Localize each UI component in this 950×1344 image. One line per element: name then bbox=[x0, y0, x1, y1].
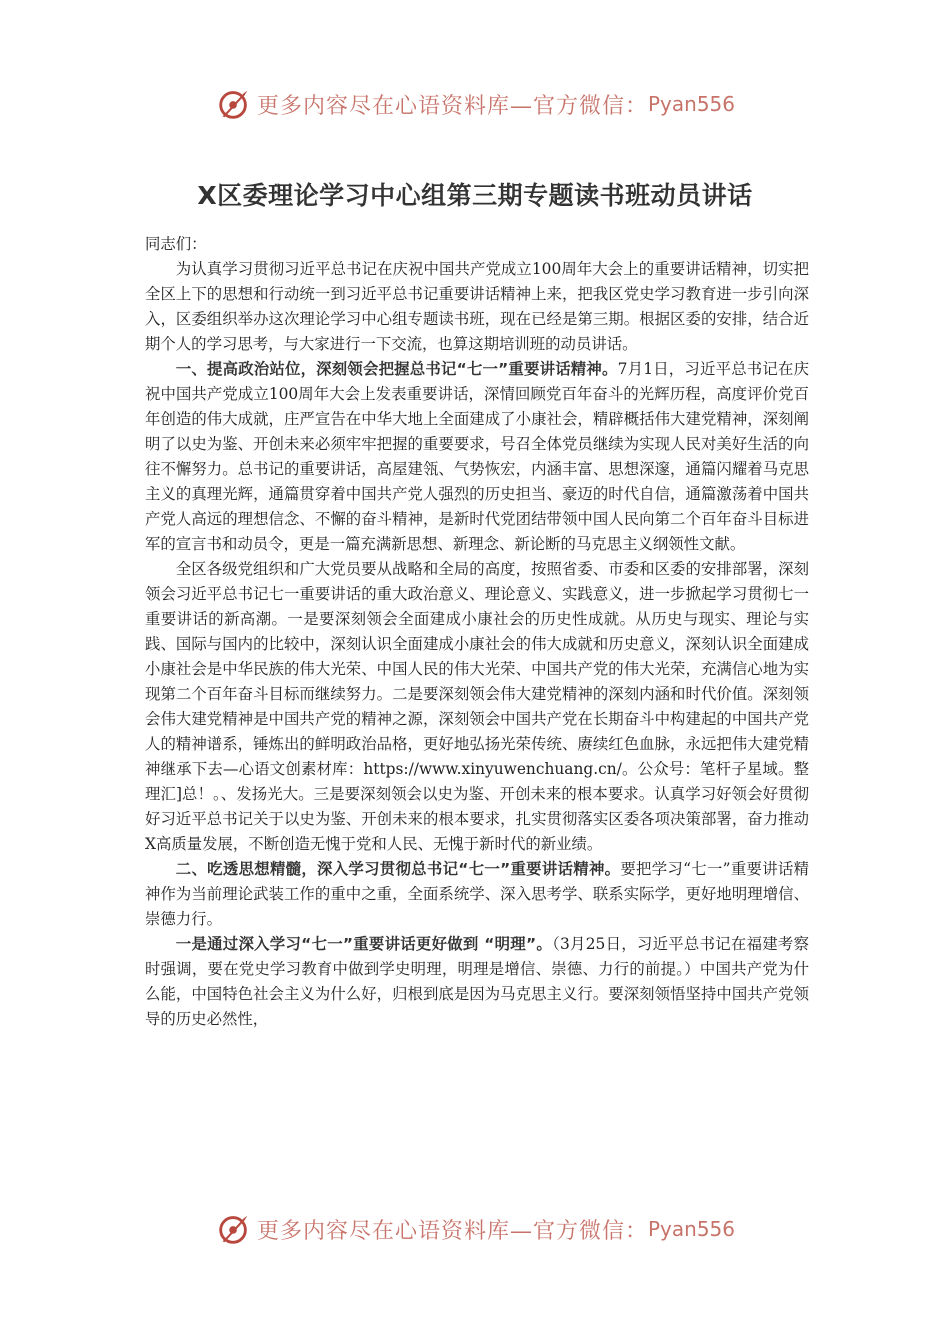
section-1-detail-text: 全区各级党组织和广大党员要从战略和全局的高度，按照省委、市委和区委的安排部署，深刻领会习近平总书记七一重要讲话的重大政治意义、理论意义、实践意义，进一步掀起学习贯彻七一重要讲话的新高潮。一是要深刻领会全面建成小康社会的历史性成就。从历史与现实、理论与实践、国际与国内的比较中，深刻认识全面建成小康社会的伟大成就和历史意义，深刻认识全面建成小康社会是中华民族的伟大光荣、中国人民的伟大光荣、中国共产党的伟大光荣，充满信心地为实现第二个百年奋斗目标而继续努力。二是要深刻领会伟大建党精神的深刻内涵和时代价值。深刻领会伟大建党精神是中国共产党的精神之源，深刻领会中国共产党在长期奋斗中构建起的中国共产党人的精神谱系，锤炼出的鲜明政治品格，更好地弘扬光荣传统、赓续红色血脉，永远把伟大建党精神继承下去—心语文创素材库：https://www.xinyuwenchuang.cn/。公众号：笔杆子星域。整理汇]总！。、发扬光大。三是要深刻领会以史为鉴、开创未来的根本要求。认真学习好领会好贯彻好习近平总书记关于以史为鉴、开创未来的根本要求，扎实贯彻落实区委各项决策部署，奋力推动X高质量发展，不断创造无愧于党和人民、无愧于新时代的新业绩。 bbox=[145, 560, 809, 853]
paragraph-intro-text: 为认真学习贯彻习近平总书记在庆祝中国共产党成立100周年大会上的重要讲话精神，切实把全区上下的思想和行动统一到习近平总书记重要讲话精神上来，把我区党史学习教育进一步引向深入，区委组织举办这次理论学习中心组专题读书班，现在已经是第三期。根据区委的安排，结合近期个人的学习思考，与大家进行一下交流，也算这期培训班的动员讲话。 bbox=[145, 260, 809, 353]
point-1-heading: 一是通过深入学习“七一”重要讲话更好做到 “明理”。 bbox=[175, 935, 553, 953]
header-banner bbox=[0, 82, 950, 126]
document-title: X区委理论学习中心组第三期专题读书班动员讲话 bbox=[197, 181, 753, 210]
salutation: 同志们： bbox=[145, 235, 207, 253]
section-2-text: 要把学习“七一”重要讲话精神作为当前理论武装工作的重中之重，全面系统学、深入思考学、联系实际学，更好地明理增信、崇德力行。 bbox=[145, 860, 809, 928]
paragraph-section-1-detail bbox=[145, 557, 809, 857]
paragraph-section-2 bbox=[145, 857, 809, 932]
paragraph-intro bbox=[145, 257, 809, 357]
document-body bbox=[145, 232, 809, 1032]
banner-text: 更多内容尽在心语资料库—官方微信： bbox=[256, 93, 648, 119]
pen-logo-icon bbox=[215, 1210, 253, 1248]
banner-wechat-id: Pyan556 bbox=[648, 92, 736, 116]
section-2-heading: 二、吃透思想精髓，深入学习贯彻总书记“七一”重要讲话精神。 bbox=[175, 860, 621, 878]
section-1-text: 7月1日，习近平总书记在庆祝中国共产党成立100周年大会上发表重要讲话，深情回顾党百年奋斗的光辉历程，高度评价党百年创造的伟大成就，庄严宣告在中华大地上全面建成了小康社会，精辟概括伟大建党精神，深刻阐明了以史为鉴、开创未来必须牢牢把握的重要要求，号召全体党员继续为实现人民对美好生活的向往不懈努力。总书记的重要讲话，高屋建瓴、气势恢宏，内涵丰富、思想深邃，通篇闪耀着马克思主义的真理光辉，通篇贯穿着中国共产党人强烈的历史担当、豪迈的时代自信，通篇激荡着中国共产党人高远的理想信念、不懈的奋斗精神，是新时代党团结带领中国人民向第二个百年奋斗目标进军的宣言书和动员令，更是一篇充满新思想、新理念、新论断的马克思主义纲领性文献。 bbox=[145, 360, 809, 553]
pen-logo-icon bbox=[215, 85, 253, 123]
banner-text: 更多内容尽在心语资料库—官方微信： bbox=[256, 1218, 648, 1244]
section-1-heading: 一、提高政治站位，深刻领会把握总书记“七一”重要讲话精神。 bbox=[175, 360, 618, 378]
paragraph-section-1 bbox=[145, 357, 809, 557]
paragraph-section-2-point-1 bbox=[145, 932, 809, 1032]
banner-wechat-id: Pyan556 bbox=[648, 1217, 736, 1241]
footer-banner bbox=[0, 1207, 950, 1251]
point-1-text: （3月25日，习近平总书记在福建考察时强调，要在党史学习教育中做到学史明理，明理是增信、崇德、力行的前提。）中国共产党为什么能，中国特色社会主义为什么好，归根到底是因为马克思主义行。要深刻领悟坚持中国共产党领导的历史必然性， bbox=[145, 935, 809, 1028]
